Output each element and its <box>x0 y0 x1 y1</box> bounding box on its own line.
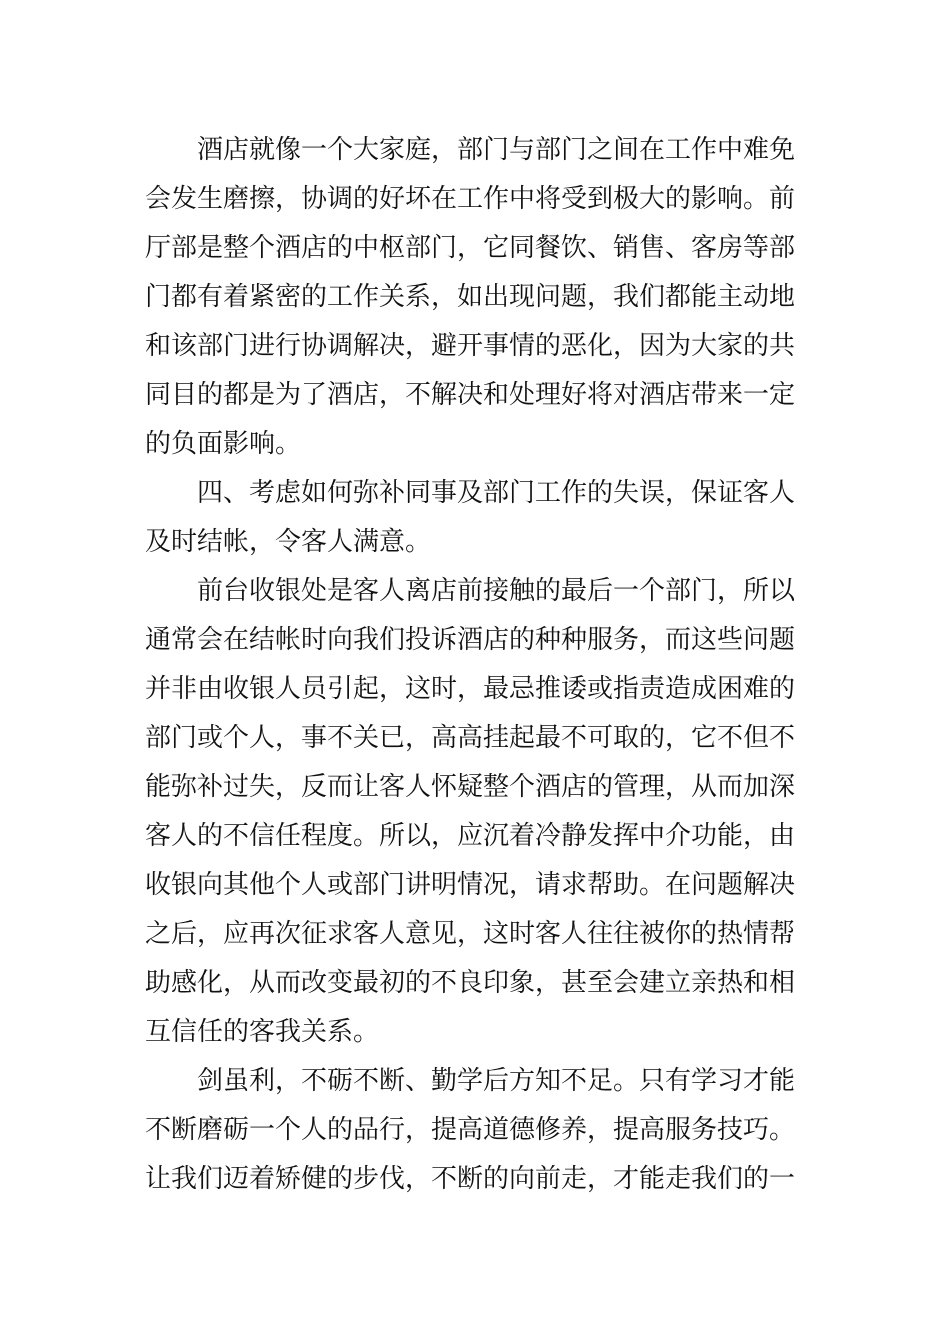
paragraph-line: 让我们迈着矫健的步伐，不断的向前走，才能走我们的一 <box>145 1164 796 1194</box>
paragraph-line: 不断磨砺一个人的品行，提高道德修养，提高服务技巧。 <box>145 1115 796 1145</box>
paragraph-line: 及时结帐，令客人满意。 <box>145 527 432 557</box>
paragraph-line: 部门或个人，事不关已，高高挂起最不可取的，它不但不 <box>145 723 796 753</box>
paragraph-line: 的负面影响。 <box>145 429 302 459</box>
paragraph-line: 酒店就像一个大家庭，部门与部门之间在工作中难免 <box>197 135 796 165</box>
paragraph-1 <box>145 126 807 469</box>
paragraph-line: 能弥补过失，反而让客人怀疑整个酒店的管理，从而加深 <box>145 772 796 802</box>
paragraph-2-heading <box>145 469 807 567</box>
paragraph-line: 助感化，从而改变最初的不良印象，甚至会建立亲热和相 <box>145 968 796 998</box>
paragraph-line: 之后，应再次征求客人意见，这时客人往往被你的热情帮 <box>145 919 796 949</box>
paragraph-line: 四、考虑如何弥补同事及部门工作的失误，保证客人 <box>197 478 796 508</box>
paragraph-line: 通常会在结帐时向我们投诉酒店的种种服务，而这些问题 <box>145 625 796 655</box>
paragraph-line: 厅部是整个酒店的中枢部门，它同餐饮、销售、客房等部 <box>145 233 796 263</box>
paragraph-line: 和该部门进行协调解决，避开事情的恶化，因为大家的共 <box>145 331 796 361</box>
paragraph-4 <box>145 1057 807 1204</box>
paragraph-line: 门都有着紧密的工作关系，如出现问题，我们都能主动地 <box>145 282 796 312</box>
paragraph-3 <box>145 567 807 1057</box>
paragraph-line: 剑虽利，不砺不断、勤学后方知不足。只有学习才能 <box>197 1066 796 1096</box>
document-body <box>145 126 807 1204</box>
paragraph-line: 会发生磨擦，协调的好坏在工作中将受到极大的影响。前 <box>145 184 796 214</box>
paragraph-line: 并非由收银人员引起，这时，最忌推诿或指责造成困难的 <box>145 674 796 704</box>
paragraph-line: 客人的不信任程度。所以，应沉着冷静发挥中介功能，由 <box>145 821 796 851</box>
paragraph-line: 收银向其他个人或部门讲明情况，请求帮助。在问题解决 <box>145 870 796 900</box>
paragraph-line: 互信任的客我关系。 <box>145 1017 380 1047</box>
paragraph-line: 前台收银处是客人离店前接触的最后一个部门，所以 <box>197 576 796 606</box>
paragraph-line: 同目的都是为了酒店，不解决和处理好将对酒店带来一定 <box>145 380 796 410</box>
